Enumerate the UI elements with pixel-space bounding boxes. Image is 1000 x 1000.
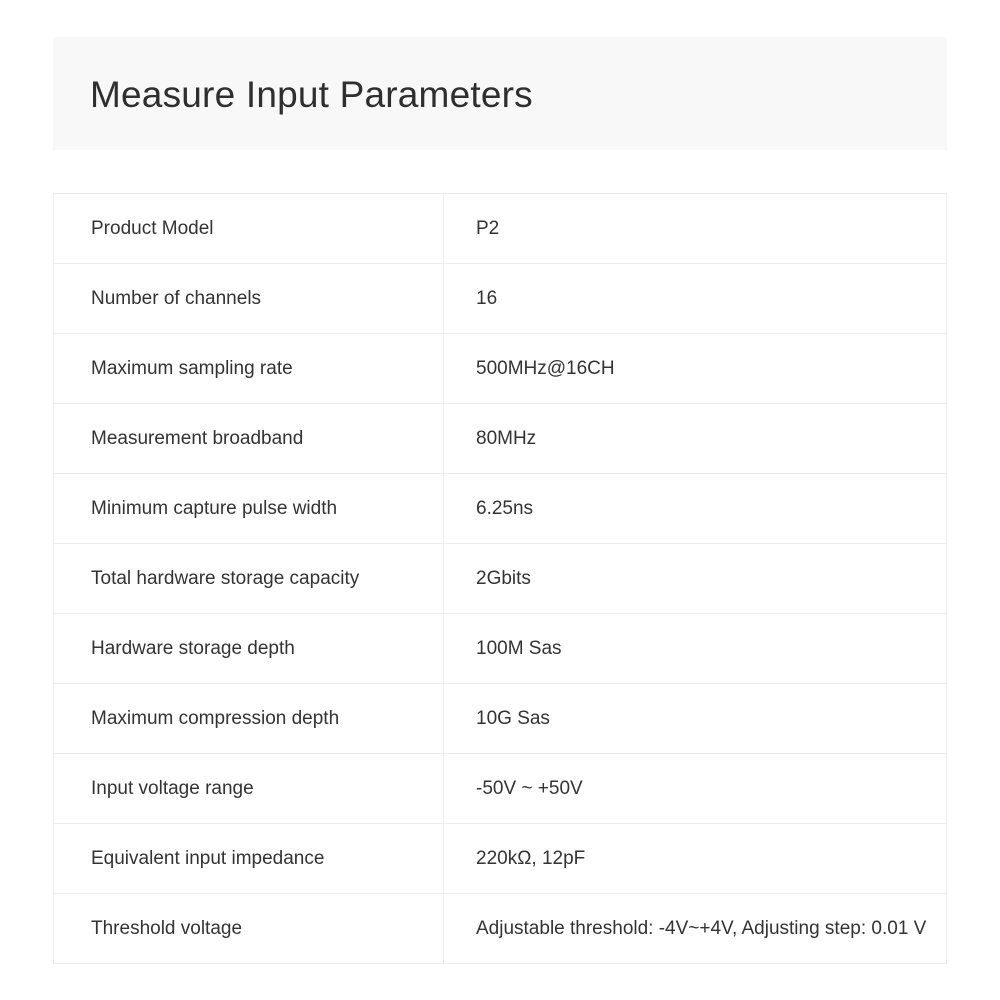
spec-label-pulse-width: Minimum capture pulse width	[54, 474, 444, 544]
spec-value-compression-depth: 10G Sas	[444, 684, 947, 754]
spec-label-storage-capacity: Total hardware storage capacity	[54, 544, 444, 614]
spec-value-sampling-rate: 500MHz@16CH	[444, 334, 947, 404]
spec-label-threshold-voltage: Threshold voltage	[54, 894, 444, 964]
spec-value-voltage-range: -50V ~ +50V	[444, 754, 947, 824]
spec-label-compression-depth: Maximum compression depth	[54, 684, 444, 754]
spec-label-sampling-rate: Maximum sampling rate	[54, 334, 444, 404]
spec-value-storage-capacity: 2Gbits	[444, 544, 947, 614]
spec-label-voltage-range: Input voltage range	[54, 754, 444, 824]
spec-value-threshold-voltage: Adjustable threshold: -4V~+4V, Adjusting step: 0.01 V	[444, 894, 947, 964]
spec-label-input-impedance: Equivalent input impedance	[54, 824, 444, 894]
spec-value-channels: 16	[444, 264, 947, 334]
spec-table	[53, 193, 947, 964]
spec-value-input-impedance: 220kΩ, 12pF	[444, 824, 947, 894]
spec-label-broadband: Measurement broadband	[54, 404, 444, 474]
spec-value-storage-depth: 100M Sas	[444, 614, 947, 684]
table-row	[54, 894, 947, 964]
spec-value-product-model: P2	[444, 194, 947, 264]
table-row	[54, 474, 947, 544]
table-row	[54, 334, 947, 404]
page-header	[53, 37, 947, 150]
table-row	[54, 824, 947, 894]
spec-value-broadband: 80MHz	[444, 404, 947, 474]
spec-value-pulse-width: 6.25ns	[444, 474, 947, 544]
table-row	[54, 404, 947, 474]
page-title: Measure Input Parameters	[90, 74, 533, 115]
table-row	[54, 684, 947, 754]
spec-label-storage-depth: Hardware storage depth	[54, 614, 444, 684]
table-row	[54, 754, 947, 824]
table-row	[54, 264, 947, 334]
spec-label-channels: Number of channels	[54, 264, 444, 334]
table-row	[54, 544, 947, 614]
table-row	[54, 194, 947, 264]
table-row	[54, 614, 947, 684]
spec-label-product-model: Product Model	[54, 194, 444, 264]
